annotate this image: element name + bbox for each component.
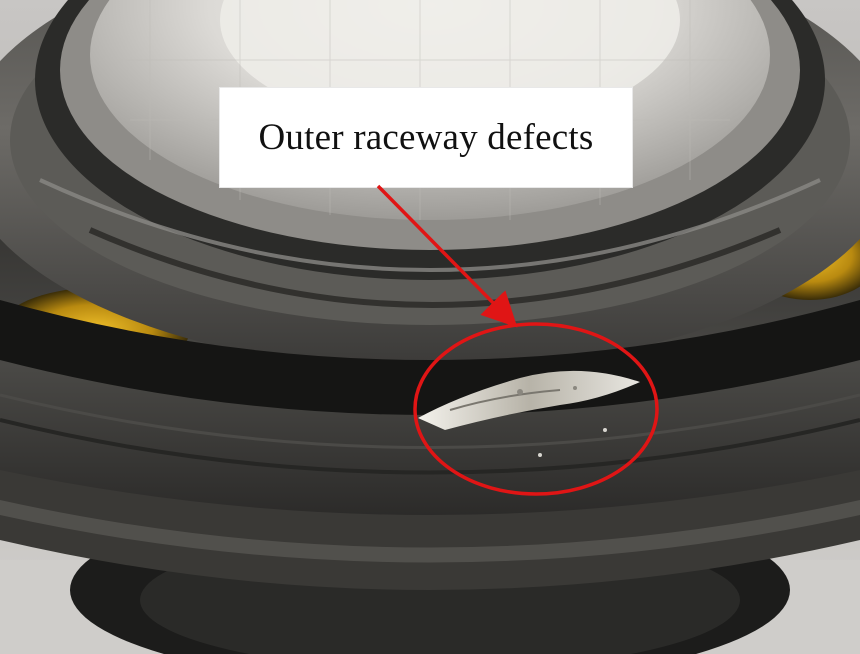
annotation-label-box <box>219 87 633 188</box>
annotation-label: Outer raceway defects <box>258 117 594 158</box>
